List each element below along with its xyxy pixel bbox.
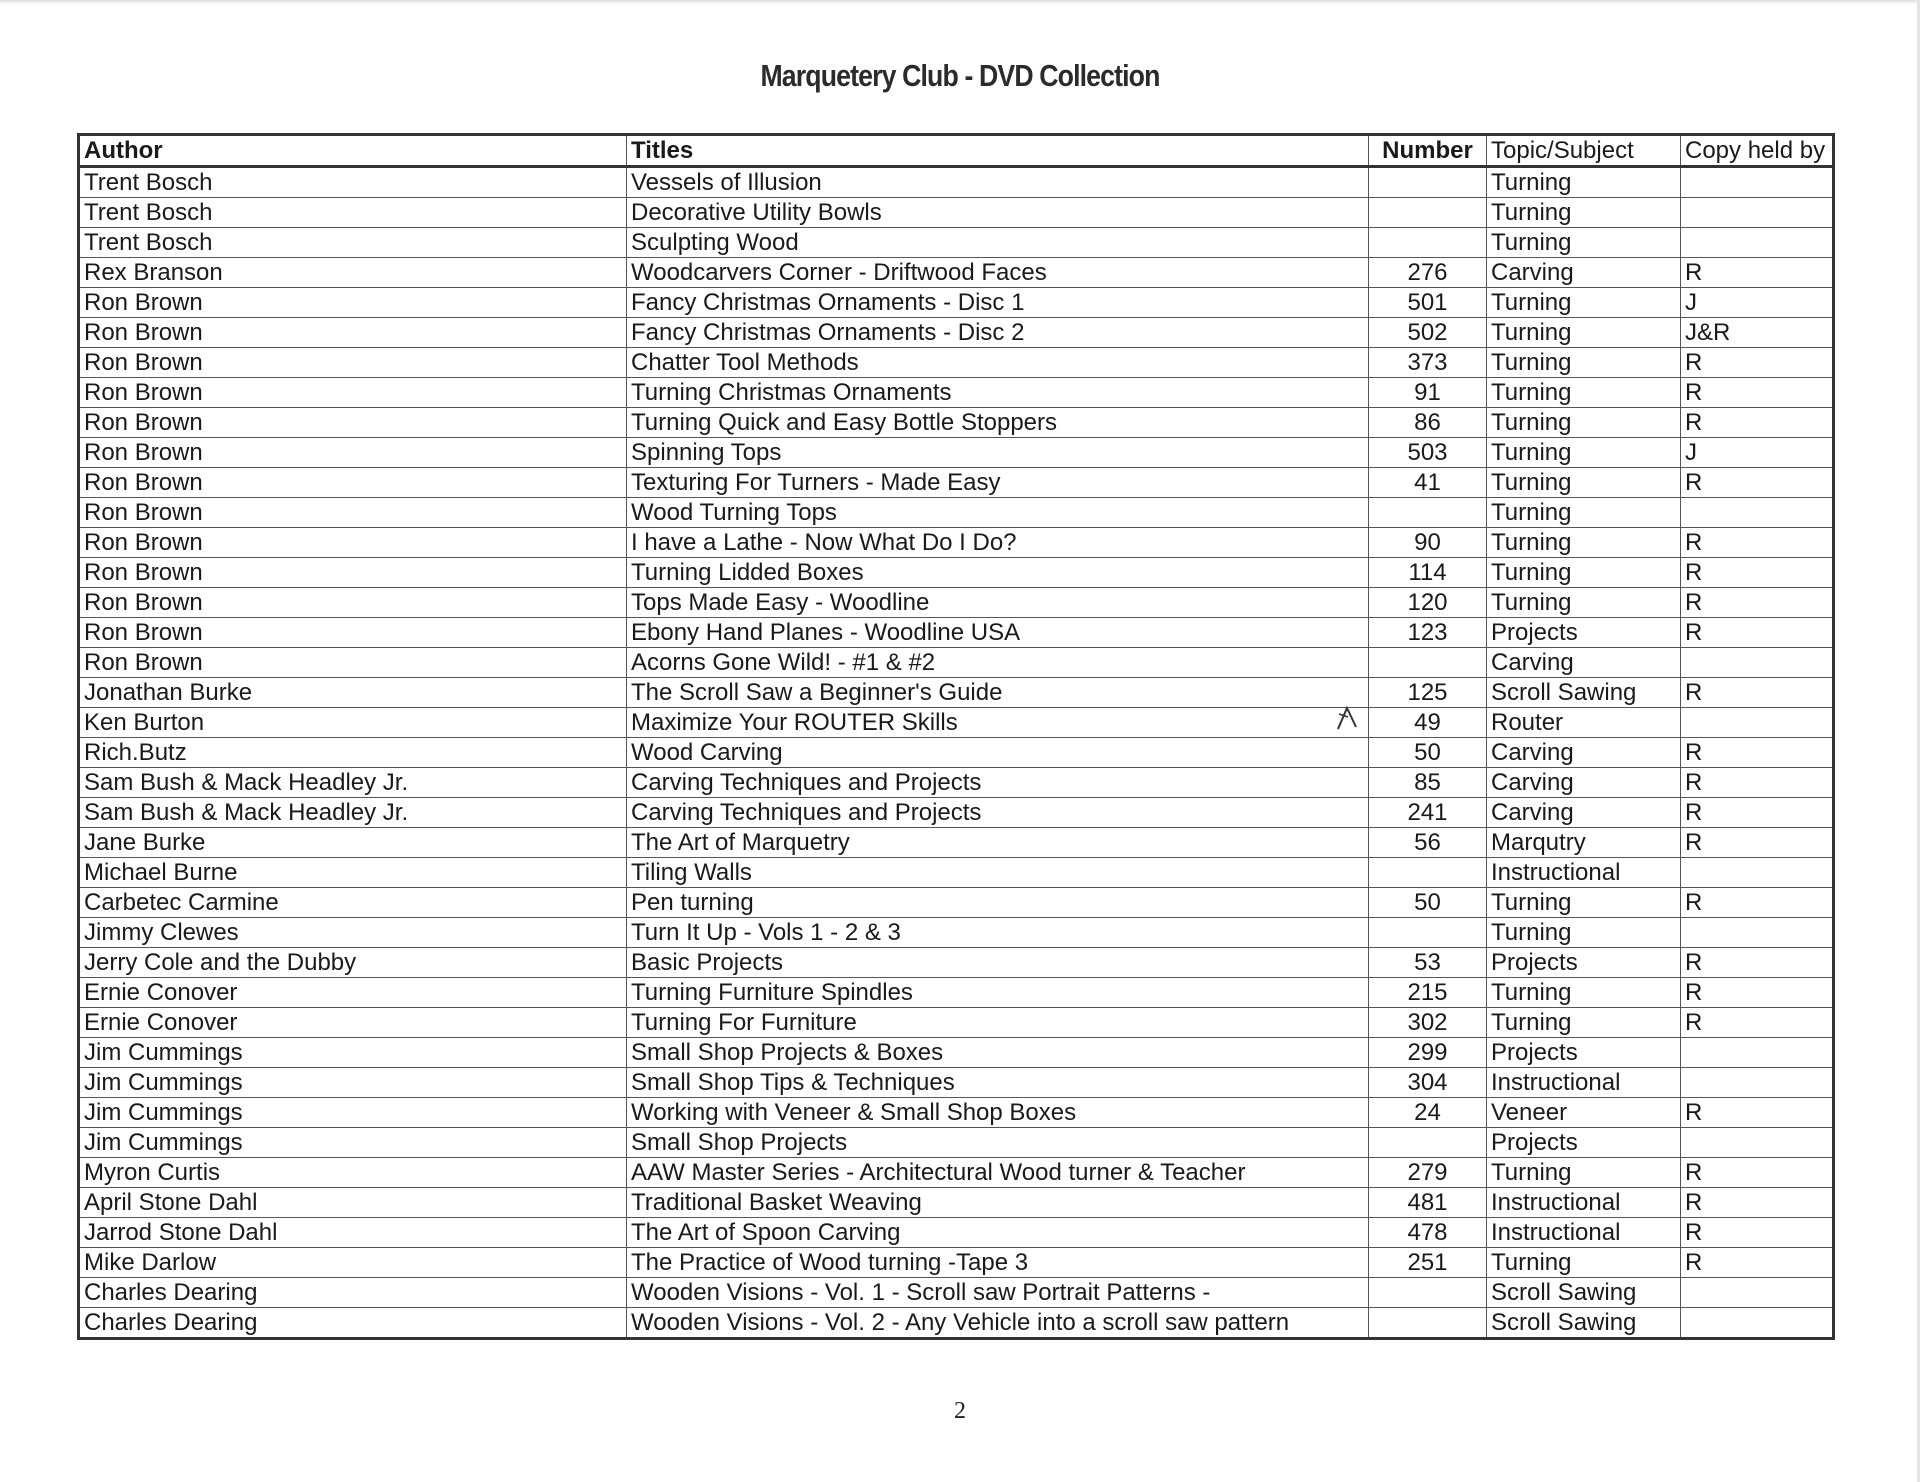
cell-author: Ernie Conover	[79, 1008, 627, 1038]
cell-copy-held-by	[1681, 858, 1834, 888]
cell-author: Ron Brown	[79, 618, 627, 648]
cell-title: Wood Carving	[627, 738, 1369, 768]
cell-author: Jarrod Stone Dahl	[79, 1218, 627, 1248]
cell-title: Chatter Tool Methods	[627, 348, 1369, 378]
cell-number: 86	[1369, 408, 1487, 438]
cell-copy-held-by: R	[1681, 588, 1834, 618]
table-row	[79, 558, 1834, 588]
cell-topic: Turning	[1487, 528, 1681, 558]
cell-topic: Veneer	[1487, 1098, 1681, 1128]
cell-number	[1369, 648, 1487, 678]
cell-author: Jim Cummings	[79, 1098, 627, 1128]
cell-topic: Turning	[1487, 588, 1681, 618]
cell-copy-held-by	[1681, 918, 1834, 948]
cell-title: Turning Christmas Ornaments	[627, 378, 1369, 408]
column-header-author: Author	[79, 135, 627, 167]
cell-copy-held-by: R	[1681, 828, 1834, 858]
cell-topic: Turning	[1487, 978, 1681, 1008]
cell-title: Decorative Utility Bowls	[627, 198, 1369, 228]
cell-number: 299	[1369, 1038, 1487, 1068]
scan-edge	[0, 0, 1920, 4]
cell-author: Ernie Conover	[79, 978, 627, 1008]
cell-number: 56	[1369, 828, 1487, 858]
cell-author: Myron Curtis	[79, 1158, 627, 1188]
cell-number: 125	[1369, 678, 1487, 708]
cell-topic: Carving	[1487, 768, 1681, 798]
cell-title: Fancy Christmas Ornaments - Disc 1	[627, 288, 1369, 318]
cell-number: 91	[1369, 378, 1487, 408]
table-row	[79, 798, 1834, 828]
cell-author: Jim Cummings	[79, 1038, 627, 1068]
cell-author: Mike Darlow	[79, 1248, 627, 1278]
cell-number: 53	[1369, 948, 1487, 978]
table-row	[79, 978, 1834, 1008]
cell-copy-held-by: R	[1681, 1188, 1834, 1218]
cell-number: 50	[1369, 888, 1487, 918]
cell-author: Jim Cummings	[79, 1068, 627, 1098]
cell-topic: Scroll Sawing	[1487, 1308, 1681, 1339]
cell-copy-held-by	[1681, 1278, 1834, 1308]
table-row	[79, 167, 1834, 198]
cell-title: Carving Techniques and Projects	[627, 798, 1369, 828]
cell-number: 279	[1369, 1158, 1487, 1188]
column-header-topic: Topic/Subject	[1487, 135, 1681, 167]
cell-title: The Practice of Wood turning -Tape 3	[627, 1248, 1369, 1278]
cell-copy-held-by	[1681, 228, 1834, 258]
cell-topic: Turning	[1487, 1158, 1681, 1188]
cell-author: Ron Brown	[79, 468, 627, 498]
cell-copy-held-by	[1681, 1128, 1834, 1158]
table-row	[79, 648, 1834, 678]
page-number: 2	[954, 1398, 966, 1424]
cell-topic: Instructional	[1487, 1068, 1681, 1098]
cell-copy-held-by	[1681, 498, 1834, 528]
cell-copy-held-by: R	[1681, 738, 1834, 768]
cell-number: 85	[1369, 768, 1487, 798]
cell-author: Ron Brown	[79, 288, 627, 318]
cell-number	[1369, 167, 1487, 198]
cell-copy-held-by: R	[1681, 618, 1834, 648]
cell-title: Woodcarvers Corner - Driftwood Faces	[627, 258, 1369, 288]
cell-topic: Turning	[1487, 438, 1681, 468]
cell-title: I have a Lathe - Now What Do I Do?	[627, 528, 1369, 558]
cell-copy-held-by	[1681, 1038, 1834, 1068]
cell-author: Jerry Cole and the Dubby	[79, 948, 627, 978]
cell-number	[1369, 498, 1487, 528]
table-row	[79, 288, 1834, 318]
cell-topic: Instructional	[1487, 1188, 1681, 1218]
cell-number	[1369, 1308, 1487, 1339]
cell-author: Trent Bosch	[79, 198, 627, 228]
cell-topic: Turning	[1487, 1008, 1681, 1038]
cell-title: Basic Projects	[627, 948, 1369, 978]
table-row	[79, 498, 1834, 528]
cell-number: 373	[1369, 348, 1487, 378]
cell-title: Traditional Basket Weaving	[627, 1188, 1369, 1218]
table-row	[79, 948, 1834, 978]
cell-title: Working with Veneer & Small Shop Boxes	[627, 1098, 1369, 1128]
table-row	[79, 228, 1834, 258]
cell-author: Michael Burne	[79, 858, 627, 888]
cell-copy-held-by: R	[1681, 948, 1834, 978]
cell-topic: Turning	[1487, 558, 1681, 588]
cell-author: Ron Brown	[79, 318, 627, 348]
cell-author: Ron Brown	[79, 558, 627, 588]
cell-number: 276	[1369, 258, 1487, 288]
table-row	[79, 1068, 1834, 1098]
cell-number: 501	[1369, 288, 1487, 318]
cell-copy-held-by	[1681, 648, 1834, 678]
cell-topic: Instructional	[1487, 1218, 1681, 1248]
cell-copy-held-by: R	[1681, 468, 1834, 498]
table-row	[79, 1278, 1834, 1308]
table-row	[79, 1008, 1834, 1038]
cell-copy-held-by: R	[1681, 258, 1834, 288]
cell-title: AAW Master Series - Architectural Wood turner & Teacher	[627, 1158, 1369, 1188]
table-row	[79, 618, 1834, 648]
cell-copy-held-by: R	[1681, 768, 1834, 798]
cell-copy-held-by: J	[1681, 288, 1834, 318]
column-header-titles: Titles	[627, 135, 1369, 167]
cell-topic: Router	[1487, 708, 1681, 738]
cell-author: Ken Burton	[79, 708, 627, 738]
cell-number	[1369, 228, 1487, 258]
cell-topic: Projects	[1487, 1038, 1681, 1068]
cell-title: Carving Techniques and Projects	[627, 768, 1369, 798]
cell-copy-held-by: R	[1681, 888, 1834, 918]
cell-copy-held-by: R	[1681, 1158, 1834, 1188]
cell-title: Turning Quick and Easy Bottle Stoppers	[627, 408, 1369, 438]
cell-copy-held-by: J	[1681, 438, 1834, 468]
cell-number: 123	[1369, 618, 1487, 648]
cell-author: Trent Bosch	[79, 167, 627, 198]
cell-copy-held-by: J&R	[1681, 318, 1834, 348]
table-row	[79, 1308, 1834, 1339]
cell-number: 478	[1369, 1218, 1487, 1248]
cell-copy-held-by: R	[1681, 348, 1834, 378]
cell-title: The Art of Spoon Carving	[627, 1218, 1369, 1248]
table-row	[79, 678, 1834, 708]
cell-number: 41	[1369, 468, 1487, 498]
table-row	[79, 1038, 1834, 1068]
cell-number: 503	[1369, 438, 1487, 468]
cell-title: Turning For Furniture	[627, 1008, 1369, 1038]
table-row	[79, 708, 1834, 738]
table-row	[79, 858, 1834, 888]
cell-number: 251	[1369, 1248, 1487, 1278]
cell-author: Ron Brown	[79, 498, 627, 528]
cell-topic: Turning	[1487, 167, 1681, 198]
cell-topic: Turning	[1487, 408, 1681, 438]
cell-number: 90	[1369, 528, 1487, 558]
cell-title: Maximize Your ROUTER Skills	[627, 708, 1369, 738]
cell-copy-held-by: R	[1681, 1098, 1834, 1128]
cell-title: Wood Turning Tops	[627, 498, 1369, 528]
table-row	[79, 1188, 1834, 1218]
cell-topic: Turning	[1487, 918, 1681, 948]
table-row	[79, 198, 1834, 228]
cell-title: Turning Lidded Boxes	[627, 558, 1369, 588]
cell-topic: Instructional	[1487, 858, 1681, 888]
cell-title: Turning Furniture Spindles	[627, 978, 1369, 1008]
cell-copy-held-by: R	[1681, 678, 1834, 708]
cell-copy-held-by	[1681, 198, 1834, 228]
table-row	[79, 378, 1834, 408]
cell-title: Wooden Visions - Vol. 2 - Any Vehicle into a scroll saw pattern	[627, 1308, 1369, 1339]
cell-copy-held-by	[1681, 1308, 1834, 1339]
cell-title: Vessels of Illusion	[627, 167, 1369, 198]
cell-topic: Turning	[1487, 1248, 1681, 1278]
cell-number: 215	[1369, 978, 1487, 1008]
table-row	[79, 588, 1834, 618]
cell-topic: Carving	[1487, 258, 1681, 288]
cell-author: Ron Brown	[79, 528, 627, 558]
cell-title: Small Shop Projects & Boxes	[627, 1038, 1369, 1068]
cell-topic: Projects	[1487, 618, 1681, 648]
table-row	[79, 318, 1834, 348]
cell-title: The Scroll Saw a Beginner's Guide	[627, 678, 1369, 708]
cell-number: 50	[1369, 738, 1487, 768]
cell-author: Rich.Butz	[79, 738, 627, 768]
table-body	[79, 167, 1834, 1339]
cell-copy-held-by	[1681, 708, 1834, 738]
table-row	[79, 1248, 1834, 1278]
cell-author: Jimmy Clewes	[79, 918, 627, 948]
cell-author: Jonathan Burke	[79, 678, 627, 708]
cell-topic: Carving	[1487, 648, 1681, 678]
cell-author: Sam Bush & Mack Headley Jr.	[79, 768, 627, 798]
cell-copy-held-by: R	[1681, 978, 1834, 1008]
cell-title: Spinning Tops	[627, 438, 1369, 468]
cell-number: 24	[1369, 1098, 1487, 1128]
cell-author: Ron Brown	[79, 408, 627, 438]
cell-author: Trent Bosch	[79, 228, 627, 258]
table-row	[79, 1128, 1834, 1158]
cell-topic: Projects	[1487, 948, 1681, 978]
cell-author: Ron Brown	[79, 648, 627, 678]
cell-title: Pen turning	[627, 888, 1369, 918]
cell-topic: Turning	[1487, 378, 1681, 408]
table-row	[79, 528, 1834, 558]
cell-number	[1369, 918, 1487, 948]
table-row	[79, 918, 1834, 948]
cell-author: Ron Brown	[79, 348, 627, 378]
cell-title: Wooden Visions - Vol. 1 - Scroll saw Portrait Patterns -	[627, 1278, 1369, 1308]
cell-number: 502	[1369, 318, 1487, 348]
cell-copy-held-by	[1681, 1068, 1834, 1098]
table-row	[79, 768, 1834, 798]
cell-title: Ebony Hand Planes - Woodline USA	[627, 618, 1369, 648]
table-header-row	[79, 135, 1834, 167]
cell-topic: Turning	[1487, 468, 1681, 498]
cell-number: 481	[1369, 1188, 1487, 1218]
cell-title: Acorns Gone Wild! - #1 & #2	[627, 648, 1369, 678]
dvd-collection-table	[77, 133, 1835, 1340]
cell-author: Charles Dearing	[79, 1278, 627, 1308]
cell-topic: Turning	[1487, 288, 1681, 318]
cell-title: Fancy Christmas Ornaments - Disc 2	[627, 318, 1369, 348]
table-row	[79, 1158, 1834, 1188]
cell-topic: Turning	[1487, 348, 1681, 378]
cell-copy-held-by: R	[1681, 1248, 1834, 1278]
cell-topic: Carving	[1487, 738, 1681, 768]
column-header-copy-held-by: Copy held by	[1681, 135, 1834, 167]
cell-author: Sam Bush & Mack Headley Jr.	[79, 798, 627, 828]
cell-author: Ron Brown	[79, 588, 627, 618]
cell-copy-held-by: R	[1681, 558, 1834, 588]
cell-copy-held-by: R	[1681, 1218, 1834, 1248]
cell-number	[1369, 1278, 1487, 1308]
cell-author: Jim Cummings	[79, 1128, 627, 1158]
cell-number	[1369, 1128, 1487, 1158]
cell-title: Tops Made Easy - Woodline	[627, 588, 1369, 618]
cell-author: April Stone Dahl	[79, 1188, 627, 1218]
cell-topic: Scroll Sawing	[1487, 1278, 1681, 1308]
cell-copy-held-by	[1681, 167, 1834, 198]
cell-title: Sculpting Wood	[627, 228, 1369, 258]
cell-topic: Turning	[1487, 498, 1681, 528]
table-row	[79, 738, 1834, 768]
cell-author: Charles Dearing	[79, 1308, 627, 1339]
cell-topic: Turning	[1487, 228, 1681, 258]
table-row	[79, 888, 1834, 918]
cell-topic: Turning	[1487, 888, 1681, 918]
table-row	[79, 258, 1834, 288]
cell-author: Ron Brown	[79, 438, 627, 468]
cell-title: The Art of Marquetry	[627, 828, 1369, 858]
cell-topic: Turning	[1487, 198, 1681, 228]
cell-author: Jane Burke	[79, 828, 627, 858]
table-row	[79, 828, 1834, 858]
document-title: Marquetery Club - DVD Collection	[760, 58, 1160, 93]
cell-number: 302	[1369, 1008, 1487, 1038]
handwritten-check-mark	[1335, 705, 1359, 731]
cell-copy-held-by: R	[1681, 798, 1834, 828]
cell-copy-held-by: R	[1681, 408, 1834, 438]
cell-title: Turn It Up - Vols 1 - 2 & 3	[627, 918, 1369, 948]
cell-number: 114	[1369, 558, 1487, 588]
table-row	[79, 468, 1834, 498]
cell-title: Small Shop Projects	[627, 1128, 1369, 1158]
table-row	[79, 1098, 1834, 1128]
column-header-number: Number	[1369, 135, 1487, 167]
cell-copy-held-by: R	[1681, 528, 1834, 558]
cell-copy-held-by: R	[1681, 378, 1834, 408]
cell-title: Texturing For Turners - Made Easy	[627, 468, 1369, 498]
table-row	[79, 408, 1834, 438]
cell-number	[1369, 858, 1487, 888]
cell-author: Carbetec Carmine	[79, 888, 627, 918]
cell-author: Rex Branson	[79, 258, 627, 288]
cell-title: Small Shop Tips & Techniques	[627, 1068, 1369, 1098]
cell-number: 120	[1369, 588, 1487, 618]
cell-number	[1369, 198, 1487, 228]
cell-number: 304	[1369, 1068, 1487, 1098]
table-row	[79, 348, 1834, 378]
table-row	[79, 438, 1834, 468]
cell-topic: Marqutry	[1487, 828, 1681, 858]
cell-title: Tiling Walls	[627, 858, 1369, 888]
cell-copy-held-by: R	[1681, 1008, 1834, 1038]
cell-topic: Projects	[1487, 1128, 1681, 1158]
cell-author: Ron Brown	[79, 378, 627, 408]
cell-number: 241	[1369, 798, 1487, 828]
cell-topic: Scroll Sawing	[1487, 678, 1681, 708]
table-row	[79, 1218, 1834, 1248]
cell-topic: Turning	[1487, 318, 1681, 348]
cell-topic: Carving	[1487, 798, 1681, 828]
cell-number: 49	[1369, 708, 1487, 738]
